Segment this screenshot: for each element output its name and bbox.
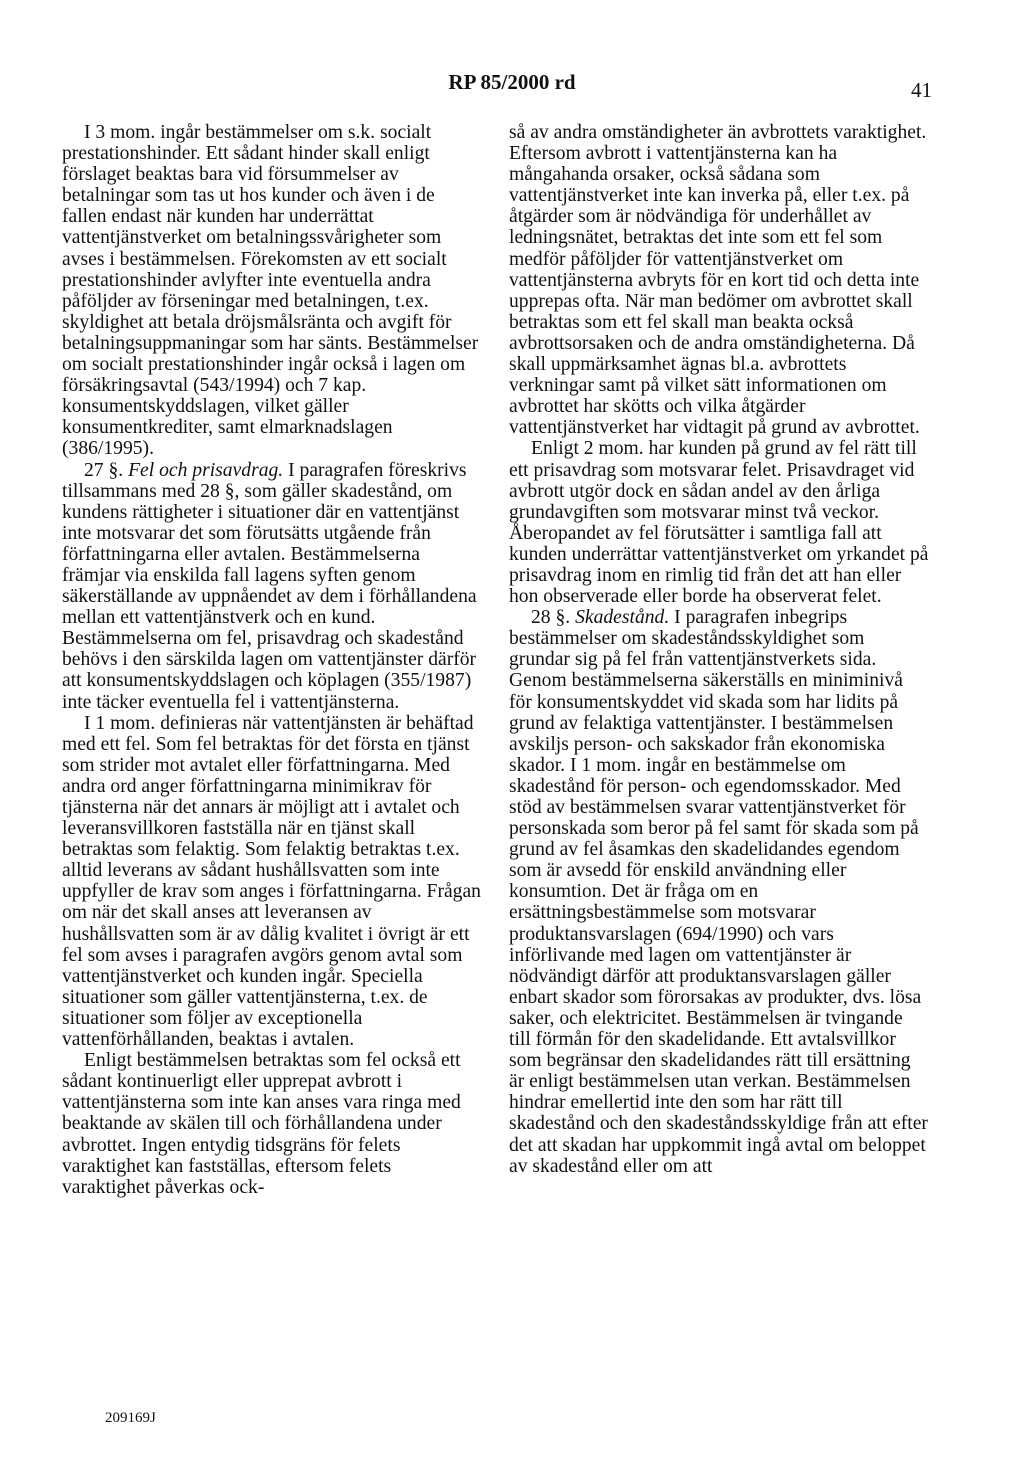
paragraph: I 1 mom. definieras när vattentjänsten är behäftad med ett fel. Som fel betraktas för det första en tjänst som strider mot avtalet eller författningarna. Med andra ord anger författningarna minimikrav för tjänsterna när det annars är möjligt att i avtalet och leveransvillkoren fastställa när en tjänst skall betraktas som felaktig. Som felaktig betraktas t.ex. alltid leverans av sådant hushållsvatten som inte uppfyller de krav som anges i författningarna. Frågan om när det skall anses att leveransen av hushållsvatten som är av dålig kvalitet i övrigt är ett fel som avses i paragrafen avgörs genom avtal som vattentjänstverket och kunden ingår. Speciella situationer som gäller vattentjänsterna, t.ex. de situationer som följer av exceptionella vattenförhållanden, beaktas i avtalen. [62,712,481,1051]
running-header: RP 85/2000 rd [448,70,576,94]
section-title: Fel och prisavdrag. [128,459,284,481]
section-title: Skadestånd. [575,607,670,629]
left-column [62,122,482,1198]
paragraph-text: I paragrafen föreskrivs tillsammans med 28 §, som gäller skadestånd, om kundens rättigheter i situationer där en vattentjänst inte motsvarar det som förutsätts utgående från författningarna eller avtalen. Bestämmelserna främjar via enskilda fall lagens syften genom säkerställande av uppnåendet av dem i förhållandena mellan ett vattentjänstverk och en kund. Bestämmelserna om fel, prisavdrag och skadestånd behövs i den särskilda lagen om vattentjänster därför att konsumentskyddslagen och köplagen (355/1987) inte täcker eventuella fel i vattentjänsterna. [62,459,477,713]
print-code: 209169J [105,1410,156,1426]
page-number: 41 [911,78,932,102]
paragraph: så av andra omständigheter än avbrottets varaktighet. Eftersom avbrott i vattentjänsterna kan ha mångahanda orsaker, också sådana som vattentjänstverket inte kan inverka på, eller t.ex. på åtgärder som är nödvändiga för underhållet av ledningsnätet, betraktas det inte som ett fel som medför påföljder för vattentjänstverket om vattentjänsterna avbryts för en kort tid och detta inte upprepas ofta. När man bedömer om avbrottet skall betraktas som ett fel skall man beakta också avbrottsorsaken och de andra omständigheterna. Då skall uppmärksamhet ägnas bl.a. avbrottets verkningar samt på vilket sätt informationen om avbrottet har skötts och vilka åtgärder vattentjänstverket har vidtagit på grund av avbrottet. [509,122,927,439]
paragraph-text: I paragrafen inbegrips bestämmelser om skadeståndsskyldighet som grundar sig på fel från vattentjänstverkets sida. Genom bestämmelserna säkerställs en miniminivå för konsumentskyddet vid skada som har lidits på grund av felaktiga vattentjänster. I bestämmelsen avskiljs person- och sakskador från ekonomiska skador. I 1 mom. ingår en bestämmelse om skadestånd för person- och egendomsskador. Med stöd av bestämmelsen svarar vattentjänstverket för personskada som beror på fel samt för skada som på grund av fel åsamkas den skadelidandes egendom som är avsedd för enskild användning eller konsumtion. Det är fråga om en ersättningsbestämmelse som motsvarar produktansvarslagen (694/1990) och vars införlivande med lagen om vattentjänster är nödvändigt därför att produktansvarslagen gäller enbart skador som förorsakas av produkter, dvs. lösa saker, och elektricitet. Bestämmelsen är tvingande till förmån för den skadelidande. Ett avtalsvillkor som begränsar den skadelidandes rätt till ersättning är enligt bestämmelsen utan verkan. Bestämmelsen hindrar emellertid inte den som har rätt till skadestånd och den skadeståndsskyldige från att efter det att skadan har uppkommit ingå avtal om beloppet av skadestånd eller om att [509,607,928,1177]
right-column [509,122,929,1177]
paragraph: Enligt 2 mom. har kunden på grund av fel rätt till ett prisavdrag som motsvarar felet. Prisavdraget vid avbrott utgör dock en sådan andel av den årliga grundavgiften som motsvarar minst två veckor. Åberopandet av fel förutsätter i samtliga fall att kunden underrättar vattentjänstverket om yrkandet på prisavdrag inom en rimlig tid från det att han eller hon observerade eller borde ha observerat felet. [509,438,929,608]
section-number: 27 §. [84,459,124,481]
paragraph-section-27 [62,460,482,713]
paragraph: I 3 mom. ingår bestämmelser om s.k. socialt prestationshinder. Ett sådant hinder skall enligt förslaget beaktas bara vid försummelser av betalningar som tas ut hos kunder och även i de fallen endast när kunden har underrättat vattentjänstverket om betalningssvårigheter som avses i bestämmelsen. Förekomsten av ett socialt prestationshinder avlyfter inte eventuella andra påföljder av förseningar med betalningen, t.ex. skyldighet att betala dröjsmålsränta och avgift för betalningsuppmaningar som har sänts. Bestämmelser om socialt prestationshinder ingår också i lagen om försäkringsavtal (543/1994) och 7 kap. konsumentskyddslagen, vilket gäller konsumentkrediter, samt elmarknadslagen (386/1995). [62,122,479,460]
section-number: 28 §. [531,607,571,629]
paragraph: Enligt bestämmelsen betraktas som fel också ett sådant kontinuerligt eller upprepat avbrott i vattentjänsterna som inte kan anses vara ringa med beaktande av skälen till och förhållandena under avbrottet. Ingen entydig tidsgräns för felets varaktighet kan fastställas, eftersom felets varaktighet påverkas ock- [62,1050,461,1198]
paragraph-section-28 [509,607,929,1177]
